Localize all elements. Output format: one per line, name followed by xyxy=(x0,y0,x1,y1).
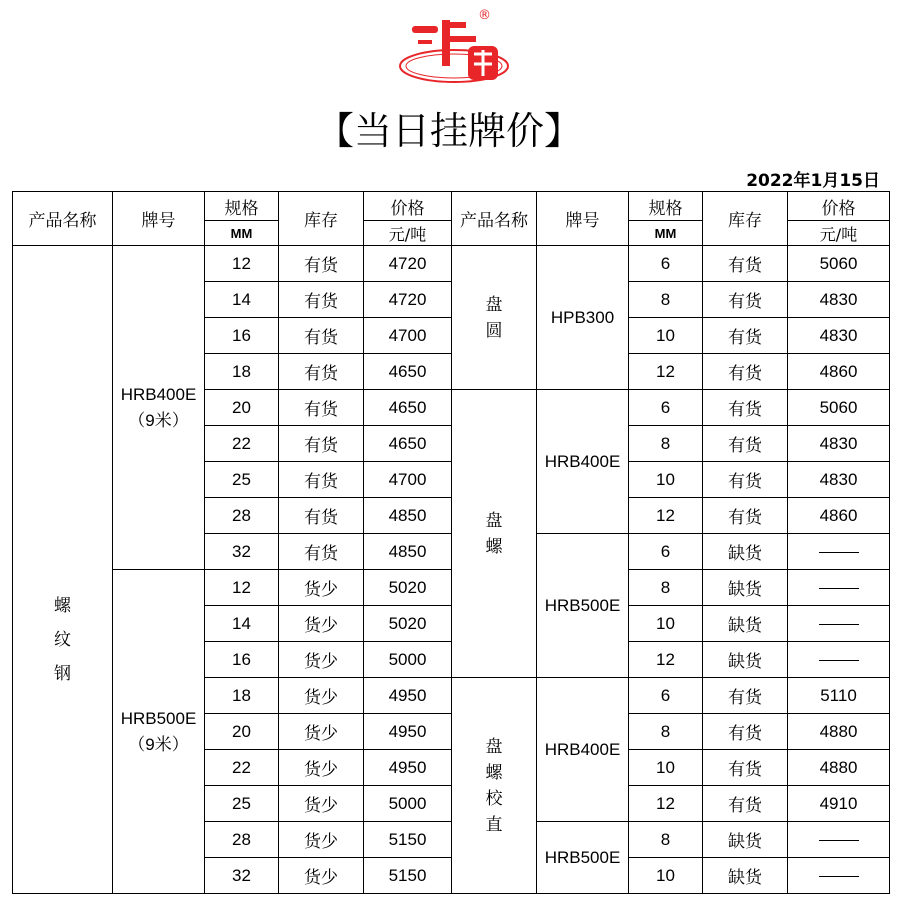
stock-cell: 有货 xyxy=(279,498,364,534)
no-price-dash xyxy=(819,552,859,553)
stock-cell: 有货 xyxy=(279,534,364,570)
price-cell: 4910 xyxy=(788,786,890,822)
no-price-dash xyxy=(819,588,859,589)
header-row xyxy=(13,192,890,221)
price-cell: 4830 xyxy=(788,318,890,354)
stock-cell: 有货 xyxy=(703,678,788,714)
spec-cell: 12 xyxy=(205,246,279,282)
stock-cell: 货少 xyxy=(279,822,364,858)
header-spec-unit-right: MM xyxy=(629,221,703,246)
stock-cell: 有货 xyxy=(703,462,788,498)
spec-cell: 6 xyxy=(629,246,703,282)
header-brand-left: 牌号 xyxy=(113,192,205,246)
stock-cell: 有货 xyxy=(279,426,364,462)
spec-cell: 12 xyxy=(629,786,703,822)
price-cell xyxy=(788,858,890,894)
header-price-right: 价格 xyxy=(788,192,890,221)
brand-cell: HRB500E xyxy=(537,822,629,894)
price-cell: 4650 xyxy=(364,354,452,390)
stock-cell: 有货 xyxy=(279,282,364,318)
spec-cell: 22 xyxy=(205,426,279,462)
spec-cell: 20 xyxy=(205,714,279,750)
spec-cell: 22 xyxy=(205,750,279,786)
spec-cell: 6 xyxy=(629,534,703,570)
price-cell: 4650 xyxy=(364,390,452,426)
stock-cell: 货少 xyxy=(279,786,364,822)
stock-cell: 有货 xyxy=(279,354,364,390)
header-spec-unit-left: MM xyxy=(205,221,279,246)
spec-cell: 6 xyxy=(629,390,703,426)
price-cell: 4880 xyxy=(788,714,890,750)
stock-cell: 有货 xyxy=(703,498,788,534)
stock-cell: 有货 xyxy=(703,714,788,750)
spec-cell: 12 xyxy=(629,354,703,390)
spec-cell: 14 xyxy=(205,606,279,642)
price-cell: 4950 xyxy=(364,678,452,714)
price-cell: 4830 xyxy=(788,426,890,462)
stock-cell: 有货 xyxy=(279,390,364,426)
price-cell: 4850 xyxy=(364,534,452,570)
price-cell: 4880 xyxy=(788,750,890,786)
stock-cell: 货少 xyxy=(279,750,364,786)
stock-cell: 货少 xyxy=(279,858,364,894)
no-price-dash xyxy=(819,840,859,841)
price-cell: 4700 xyxy=(364,462,452,498)
table-row xyxy=(13,570,890,606)
spec-cell: 10 xyxy=(629,606,703,642)
header-stock-left: 库存 xyxy=(279,192,364,246)
stock-cell: 货少 xyxy=(279,570,364,606)
stock-cell: 有货 xyxy=(703,426,788,462)
spec-cell: 14 xyxy=(205,282,279,318)
price-cell xyxy=(788,822,890,858)
spec-cell: 25 xyxy=(205,462,279,498)
price-cell xyxy=(788,570,890,606)
stock-cell: 货少 xyxy=(279,678,364,714)
price-cell: 4720 xyxy=(364,282,452,318)
brand-cell: HPB300 xyxy=(537,246,629,390)
header-product-left: 产品名称 xyxy=(13,192,113,246)
stock-cell: 有货 xyxy=(703,354,788,390)
spec-cell: 32 xyxy=(205,858,279,894)
spec-cell: 28 xyxy=(205,822,279,858)
stock-cell: 有货 xyxy=(279,318,364,354)
price-cell: 5000 xyxy=(364,642,452,678)
spec-cell: 12 xyxy=(205,570,279,606)
stock-cell: 有货 xyxy=(703,246,788,282)
price-cell: 4860 xyxy=(788,354,890,390)
spec-cell: 16 xyxy=(205,642,279,678)
price-table-body xyxy=(13,192,890,894)
stock-cell: 缺货 xyxy=(703,642,788,678)
price-cell: 5110 xyxy=(788,678,890,714)
registered-mark: ® xyxy=(478,8,491,23)
spec-cell: 10 xyxy=(629,462,703,498)
price-cell: 4850 xyxy=(364,498,452,534)
stock-cell: 缺货 xyxy=(703,570,788,606)
header-price-unit-right: 元/吨 xyxy=(788,221,890,246)
spec-cell: 18 xyxy=(205,354,279,390)
stock-cell: 货少 xyxy=(279,606,364,642)
header-price-left: 价格 xyxy=(364,192,452,221)
brand-cell: HRB500E （9米） xyxy=(113,570,205,894)
no-price-dash xyxy=(819,660,859,661)
brand-cell: HRB400E （9米） xyxy=(113,246,205,570)
brand-cell: HRB500E xyxy=(537,534,629,678)
price-cell xyxy=(788,534,890,570)
product-name-cell: 盘 圆 xyxy=(452,246,537,390)
price-cell xyxy=(788,606,890,642)
price-cell: 4830 xyxy=(788,282,890,318)
price-table xyxy=(12,191,890,894)
price-cell: 5020 xyxy=(364,606,452,642)
spec-cell: 25 xyxy=(205,786,279,822)
price-cell: 4720 xyxy=(364,246,452,282)
logo-mark-icon xyxy=(398,8,520,88)
table-row xyxy=(13,246,890,282)
brand-cell: HRB400E xyxy=(537,390,629,534)
price-cell: 5020 xyxy=(364,570,452,606)
spec-cell: 18 xyxy=(205,678,279,714)
price-cell: 5060 xyxy=(788,390,890,426)
no-price-dash xyxy=(819,876,859,877)
header-price-unit-left: 元/吨 xyxy=(364,221,452,246)
company-logo xyxy=(398,8,520,88)
stock-cell: 缺货 xyxy=(703,822,788,858)
price-cell: 4650 xyxy=(364,426,452,462)
brand-cell: HRB400E xyxy=(537,678,629,822)
stock-cell: 缺货 xyxy=(703,534,788,570)
stock-cell: 有货 xyxy=(703,318,788,354)
price-cell: 4860 xyxy=(788,498,890,534)
spec-cell: 8 xyxy=(629,282,703,318)
stock-cell: 货少 xyxy=(279,642,364,678)
stock-cell: 货少 xyxy=(279,714,364,750)
spec-cell: 16 xyxy=(205,318,279,354)
stock-cell: 有货 xyxy=(703,786,788,822)
price-cell: 5150 xyxy=(364,858,452,894)
price-cell: 5060 xyxy=(788,246,890,282)
spec-cell: 28 xyxy=(205,498,279,534)
product-name-cell: 盘 螺 校 直 xyxy=(452,678,537,894)
stock-cell: 缺货 xyxy=(703,606,788,642)
header-stock-right: 库存 xyxy=(703,192,788,246)
stock-cell: 有货 xyxy=(279,246,364,282)
stock-cell: 有货 xyxy=(279,462,364,498)
header-spec-left: 规格 xyxy=(205,192,279,221)
header-spec-right: 规格 xyxy=(629,192,703,221)
spec-cell: 8 xyxy=(629,714,703,750)
spec-cell: 10 xyxy=(629,318,703,354)
price-cell xyxy=(788,642,890,678)
price-date: 2022年1月15日 xyxy=(746,171,880,191)
price-cell: 4830 xyxy=(788,462,890,498)
spec-cell: 20 xyxy=(205,390,279,426)
spec-cell: 6 xyxy=(629,678,703,714)
stock-cell: 缺货 xyxy=(703,858,788,894)
price-cell: 5150 xyxy=(364,822,452,858)
spec-cell: 32 xyxy=(205,534,279,570)
price-cell: 5000 xyxy=(364,786,452,822)
stock-cell: 有货 xyxy=(703,390,788,426)
spec-cell: 8 xyxy=(629,570,703,606)
stock-cell: 有货 xyxy=(703,750,788,786)
spec-cell: 8 xyxy=(629,822,703,858)
price-cell: 4950 xyxy=(364,714,452,750)
no-price-dash xyxy=(819,624,859,625)
product-name-rebar: 螺 纹 钢 xyxy=(13,246,113,894)
header-product-right: 产品名称 xyxy=(452,192,537,246)
spec-cell: 10 xyxy=(629,750,703,786)
price-cell: 4700 xyxy=(364,318,452,354)
product-name-cell: 盘 螺 xyxy=(452,390,537,678)
price-cell: 4950 xyxy=(364,750,452,786)
page-title: 【当日挂牌价】 xyxy=(315,109,582,153)
stock-cell: 有货 xyxy=(703,282,788,318)
spec-cell: 8 xyxy=(629,426,703,462)
spec-cell: 12 xyxy=(629,642,703,678)
spec-cell: 10 xyxy=(629,858,703,894)
spec-cell: 12 xyxy=(629,498,703,534)
header-brand-right: 牌号 xyxy=(537,192,629,246)
